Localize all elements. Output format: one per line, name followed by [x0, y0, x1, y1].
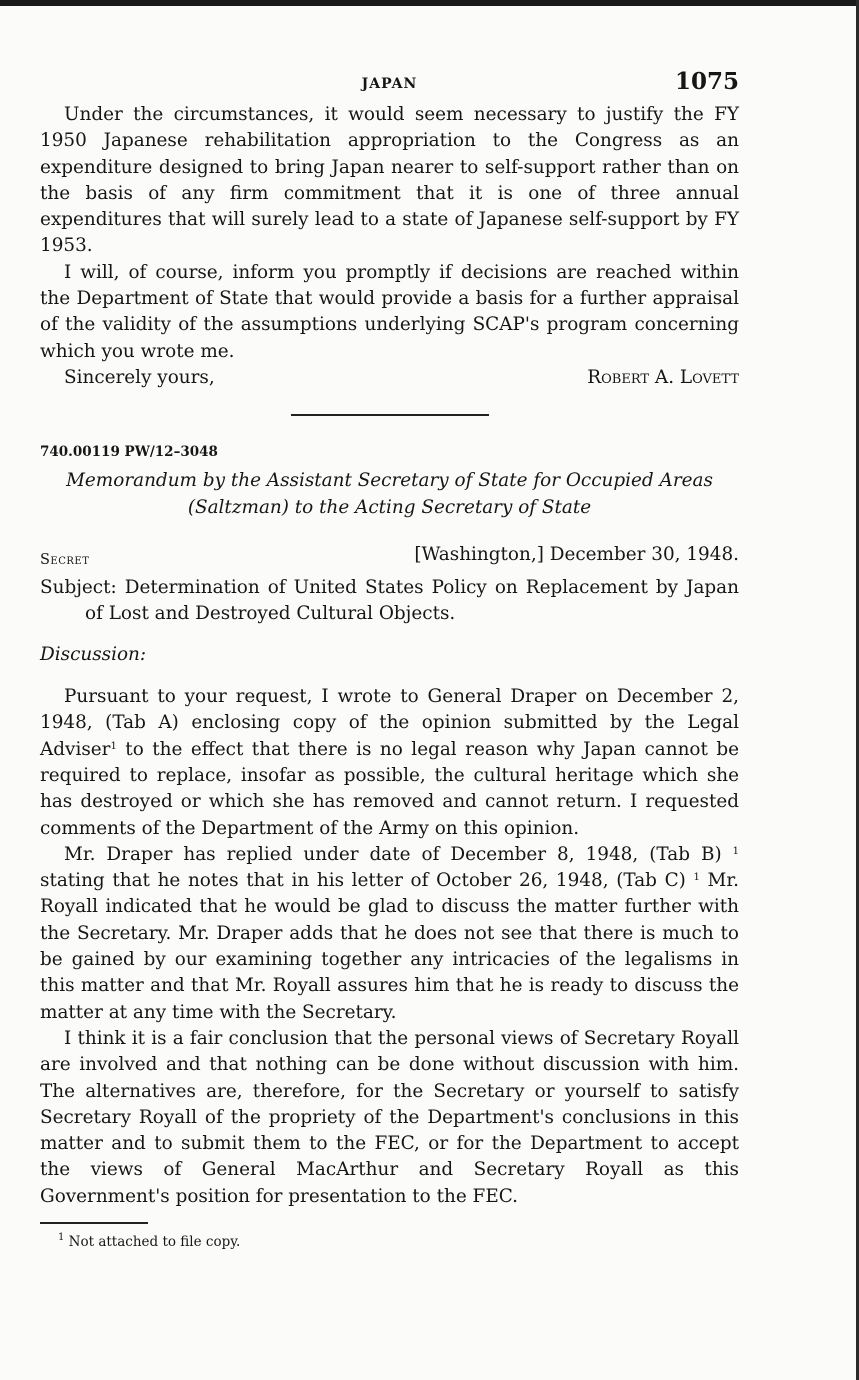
memo-title — [40, 468, 739, 521]
signature-line — [40, 365, 739, 391]
memo-paragraph-1 — [40, 684, 739, 842]
document-page — [40, 68, 739, 1250]
memo-subject: Subject: Determination of United States Policy on Replacement by Japan of Lost and Destroyed Cultural Objects. — [40, 577, 739, 625]
footnote-ref: 1 — [693, 872, 700, 884]
letter-paragraph-2: I will, of course, inform you promptly if decisions are reached within the Department of State that would provide a basis for a further appraisal of the validity of the assumptions underlying SCAP's program concerning which you wrote me. — [40, 261, 739, 362]
memo-paragraph-2-text-b: stating that he notes that in his letter of October 26, 1948, (Tab C) — [40, 870, 686, 892]
memo-paragraph-2 — [40, 842, 739, 1026]
memo-title-line-1: Memorandum by the Assistant Secretary of State for Occupied Areas — [66, 470, 713, 492]
memo-dateline-row — [40, 542, 739, 573]
memo-paragraph-2-text-a: Mr. Draper has replied under date of December 8, 1948, (Tab B) — [64, 843, 722, 865]
footnote — [40, 1231, 739, 1250]
footnote-divider — [40, 1222, 148, 1224]
memo-paragraph-2-text-c: Mr. Royall indicated that he would be glad to discuss the matter further with the Secretary. Mr. Draper adds that he does not see that there is much to be gained by our examining together any intricacies of the legalisms in this matter and that Mr. Royall assures him that he is ready to discuss the matter at any time with the Secretary. — [40, 870, 739, 1023]
running-head: JAPAN — [361, 76, 418, 92]
file-number: 740.00119 PW/12–3048 — [40, 444, 218, 461]
signature: Robert A. Lovett — [587, 366, 739, 388]
footnote-text: Not attached to file copy. — [64, 1233, 241, 1250]
memo-paragraph-1-text-b: to the effect that there is no legal reason why Japan cannot be required to replace, insofar as possible, the cultural heritage which she has destroyed or which she has removed and cannot return. I requested comments of the Department of the Army on this opinion. — [40, 738, 739, 839]
dateline: [Washington,] December 30, 1948. — [414, 543, 739, 565]
section-divider — [291, 414, 489, 416]
page-number: 1075 — [674, 68, 739, 95]
memo-title-line-2: (Saltzman) to the Acting Secretary of State — [187, 496, 592, 518]
page-header — [40, 68, 739, 102]
memo-paragraph-3: I think it is a fair conclusion that the personal views of Secretary Royall are involved and that nothing can be done without discussion with him. The alternatives are, therefore, for the Secretary or yourself to satisfy Secretary Royall of the propriety of the Department's conclusions in this matter and to submit them to the FEC, or for the Department to accept the views of General MacArthur and Secretary Royall as this Government's position for presentation to the FEC. — [40, 1027, 739, 1207]
footnote-mark: 1 — [58, 1231, 65, 1243]
memo-paragraph-1-text-a: Pursuant to your request, I wrote to General Draper on December 2, 1948, (Tab A) enclosing copy of the opinion submitted by the Legal Adviser — [40, 686, 739, 760]
scan-top-border — [0, 0, 859, 6]
closing: Sincerely yours, — [64, 366, 215, 388]
letter-paragraph-1: Under the circumstances, it would seem necessary to justify the FY 1950 Japanese rehabilitation appropriation to the Congress as an expenditure designed to bring Japan nearer to self-support rather than on the basis of any firm commitment that it is one of three annual expenditures that will surely lead to a state of Japanese self-support by FY 1953. — [40, 104, 739, 257]
discussion-label: Discussion: — [40, 643, 147, 665]
footnote-ref: 1 — [110, 740, 117, 752]
classification-label: Secret — [40, 551, 90, 568]
footnote-ref: 1 — [732, 845, 739, 857]
